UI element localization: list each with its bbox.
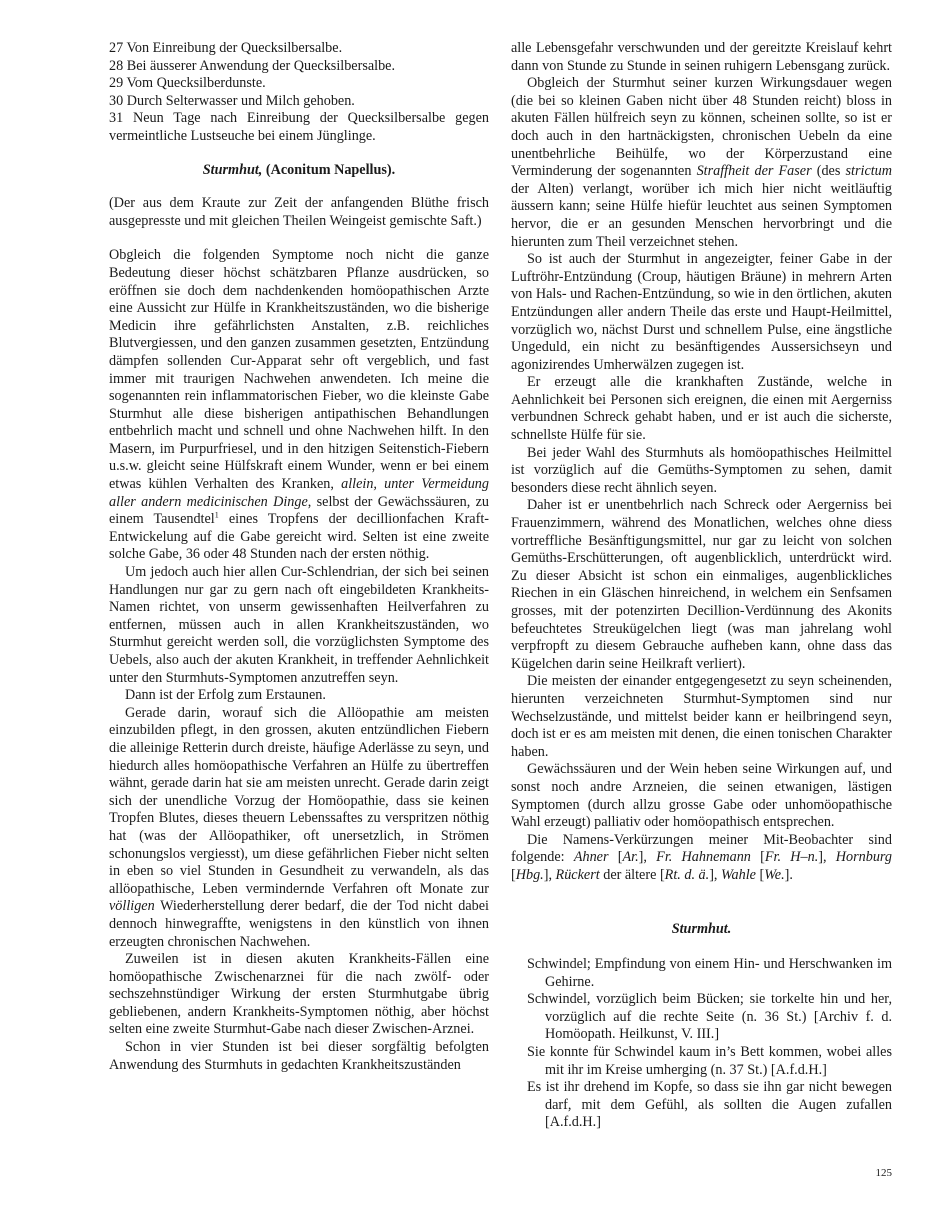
observer-abbreviations: Die Namens-Verkürzungen meiner Mit-Beobachter sind folgende: Ahner [Ar.], Fr. Hahnemann [Fr. H–n.], Hornburg [Hbg.], Rückert der ältere [Rt. d. ä.], Wahle [We.]. [511,831,892,883]
paragraph: Obgleich die folgenden Symptome noch nicht die ganze Bedeutung dieser höchst schätzbaren Pflanze ausdrücken, so eröffnen sie doch dem nachdenkenden homöopathischen Arzte eine Aussicht zur Hülfe in Krankheitszuständen, wo die bisherige Medicin ihre gefährlichsten Anstalten, z.B. reichliches Blutvergiessen, und den ganzen zusammen gesetzten, Entzündung dämpfen sollenden Cur-Apparat sehr oft vergeblich, und fast immer mit traurigen Nachwehen anwendeten. Ich meine die sogenannten rein inflammatorischen Fieber, wo die kleinste Gabe Sturmhut alle diese bisherigen antipathischen Behandlungen entbehrlich macht und schnell und ohne Nachwehen hilft. In den Masern, im Purpurfriesel, und in den hitzigen Seitenstich-Fiebern u.s.w. gleicht seine Hülfskraft einem Wunder, wenn er bei einem etwas kühlen Verhalten des Kranken, allein, unter Vermeidung aller andern medicinischen Dinge, selbst der Gewächssäuren, zu einem Tausendtel$^1$ eines Tropfens der decillionfachen Kraft-Entwickelung auf die Gabe gereicht wird. Selten ist eine zweite solche Gabe, 36 oder 48 Stunden nach der ersten nöthig. [109,247,489,563]
symptom-list [527,956,892,1132]
paragraph: Obgleich der Sturmhut seiner kurzen Wirkungsdauer wegen (die bei so kleinen Gaben nicht über 48 Stunden reicht) bloss in akuten Fällen hülfreich seyn zu können, scheinen sollte, so ist er doch auch in den hartnäckigsten, chronischen Uebeln da eine unentbehrliche Beihülfe, wo der Körperzustand eine Verminderung der sogenannten Straffheit der Faser (des strictum der Alten) verlangt, worüber ich mich hier nicht weitläuftig äussern kann; seine Hülfe hiefür leuchtet aus seinen Symptomen hervor, die er an gesunden Menschen hervorbringt und die hierunten zum Theil verzeichnet stehen. [511,75,893,250]
paragraph: alle Lebensgefahr verschwunden und der gereitzte Kreislauf kehrt dann von Stunde zu Stunde in seinen ruhigern Lebensgang zurück. [511,40,892,74]
paragraph: Die meisten der einander entgegengesetzt zu seyn scheinenden, hierunten verzeichneten Sturmhut-Symptomen sind nur Wechselzustände, und mittelst beider kann er heilbringend seyn, doch ist er es am meisten mit denen, die einen tonischen Charakter haben. [511,673,892,760]
symptoms-title: Sturmhut. [671,920,732,937]
paragraph: Er erzeugt alle die krankhaften Zustände, welche in Aehnlichkeit bei Personen sich ereignen, die einen mit Aergerniss verbundnen Schreck gehabt haben, und er ist auch die sicherste, schnellste Hülfe für sie. [511,374,892,444]
paragraph: Um jedoch auch hier allen Cur-Schlendrian, der sich bei seinen Handlungen nur gar zu gern nach oft eingebildeten Krankheits-Namen richtet, von unserm gewissenhaften Heilverfahren zu entfernen, müssen auch in allen Krankheitszuständen, wo Sturmhut gereicht werden soll, die vorzüglichsten Symptome des Uebels, also auch der akuten Krankheit, in treffender Aehnlichkeit unter den Sturmhuts-Symptomen anzutreffen seyn. [109,564,489,686]
paragraph: So ist auch der Sturmhut in angezeigter, feiner Gabe in der Luftröhr-Entzündung (Croup, häutigen Bräune) in mehrern Arten von Hals- und Rachen-Entzündung, so wie in den örtlichen, akuten Entzündungen aller andern Theile das erste und Haupt-Heilmittel, vorzüglich wo, nächst Durst und schnellem Pulse, eine ängstliche Ungeduld, ein nicht zu besänftigendes Aussersichseyn und agonizirendes Umherwälzen zugegen ist. [511,251,892,373]
symptom-entry: Schwindel; Empfindung von einem Hin- und Herschwanken im Gehirne. [527,956,892,990]
paragraph: Zuweilen ist in diesen akuten Krankheits-Fällen eine homöopathische Zwischenarznei für die nach zwölf- oder sechszehnstündiger Wirkung der ersten Sturmhutgabe übrig gebliebenen, andern Krankheits-Symptomen nöthig, aber höchst selten eine zweite Sturmhut-Gabe nach dieser Zwischen-Arznei. [109,951,489,1038]
paragraph: Dann ist der Erfolg zum Erstaunen. [125,687,326,704]
section-title-italic: Sturmhut, [202,161,263,178]
symptom-entry: Schwindel, vorzüglich beim Bücken; sie torkelte hin und her, vorzüglich auf die rechte Seite (n. 36 St.) [Archiv f. d. Homöopath. Heilkunst, V. III.] [527,991,892,1043]
paragraph: Gewächssäuren und der Wein heben seine Wirkungen auf, und sonst noch andre Arzneien, die seinen etwanigen, lästigen Symptomen (durch allzu grosse Gabe oder unhomöopathische Wahl erzeugt) palliativ oder homöopathisch entsprechen. [511,761,892,831]
left-column [109,40,489,1074]
footnote-30: 30 Durch Selterwasser und Milch gehoben. [109,92,355,109]
section-title [109,162,489,180]
footnote-marker: 1 [214,510,219,520]
right-column [511,40,892,1132]
footnote-28: 28 Bei äusserer Anwendung der Quecksilbersalbe. [109,57,396,74]
symptom-entry: Sie konnte für Schwindel kaum in’s Bett kommen, wobei alles mit ihr im Kreise umherging (n. 37 St.) [A.f.d.H.] [527,1044,892,1078]
footnote-31: 31 Neun Tage nach Einreibung der Quecksilbersalbe gegen vermeintliche Lustseuche bei einem Jünglinge. [109,110,489,144]
paragraph: Gerade darin, worauf sich die Allöopathie am meisten einzubilden pflegt, in den grossen, akuten entzündlichen Fiebern die alleinige Retterin durch dreiste, häufige Aderlässe zu seyn, und hiedurch alles homöopathische Verfahren an Hülfe zu übertreffen wähnt, gerade darin hat sie am meisten unrecht. Gerade darin zeigt sich der unendliche Vorzug der Homöopathie, dass sie keinen Tropfen Blutes, dieses theuern Lebenssaftes zu verspritzen nöthig hat (was der Allöopathiker, oft unersetzlich, in Strömen schonungslos vergiesst), um diese gefährlichen Fieber nicht selten in eben so viel Stunden in Gesundheit zu verwandeln, als das allöopathische, Leben vermindernde Verfahren oft Monate zur völligen Wiederherstellung derer bedarf, die der Tod nicht dabei dennoch hinwegraffte, wenigstens in den künstlich von ihnen erzeugten chronischen Nachwehen. [109,704,489,950]
paragraph: Bei jeder Wahl des Sturmhuts als homöopathisches Heilmittel ist vorzüglich auf die Gemüths-Symptomen zu sehen, damit besonders diese recht ähnlich seyen. [511,444,892,496]
paragraph: Schon in vier Stunden ist bei dieser sorgfältig befolgten Anwendung des Sturmhuts in gedachten Krankheitszuständen [109,1039,489,1073]
page-number: 125 [875,1167,892,1179]
footnote-29: 29 Vom Quecksilberdunste. [109,75,266,92]
symptom-entry: Es ist ihr drehend im Kopfe, so dass sie ihn gar nicht bewegen darf, mit dem Gefühl, als sollten die Augen zufallen [A.f.d.H.] [527,1079,892,1131]
footnote-list [109,40,489,146]
footnote-27: 27 Von Einreibung der Quecksilbersalbe. [109,40,343,56]
paragraph: Daher ist er unentbehrlich nach Schreck oder Aergerniss bei Frauenzimmern, während des Monatlichen, welches ohne diess vortreffliche Besänftigungsmittel, nur gar zu leicht von solchen Gemüths-Erschütterungen, oft augenblicklich, unterdrückt wird. Zu dieser Absicht ist schon ein einmaliges, augenblickliches Riechen in ein Gläschen hinreichend, in welchem ein Senfsamen grosses, mit der potenzirten Decillion-Verdünnung des Akonits befeuchtetes Streukügelchen liegt (was man jahrelang wohl verpfropft zu diesem Gebrauche aufheben kann, ohne dass das Kügelchen darin seine Heilkraft verliert). [511,497,892,672]
preparation-note: (Der aus dem Kraute zur Zeit der anfangenden Blüthe frisch ausgepresste und mit gleichen Theilen Weingeist gemischte Saft.) [109,195,489,229]
section-title-latin: (Aconitum Napellus). [265,161,396,178]
